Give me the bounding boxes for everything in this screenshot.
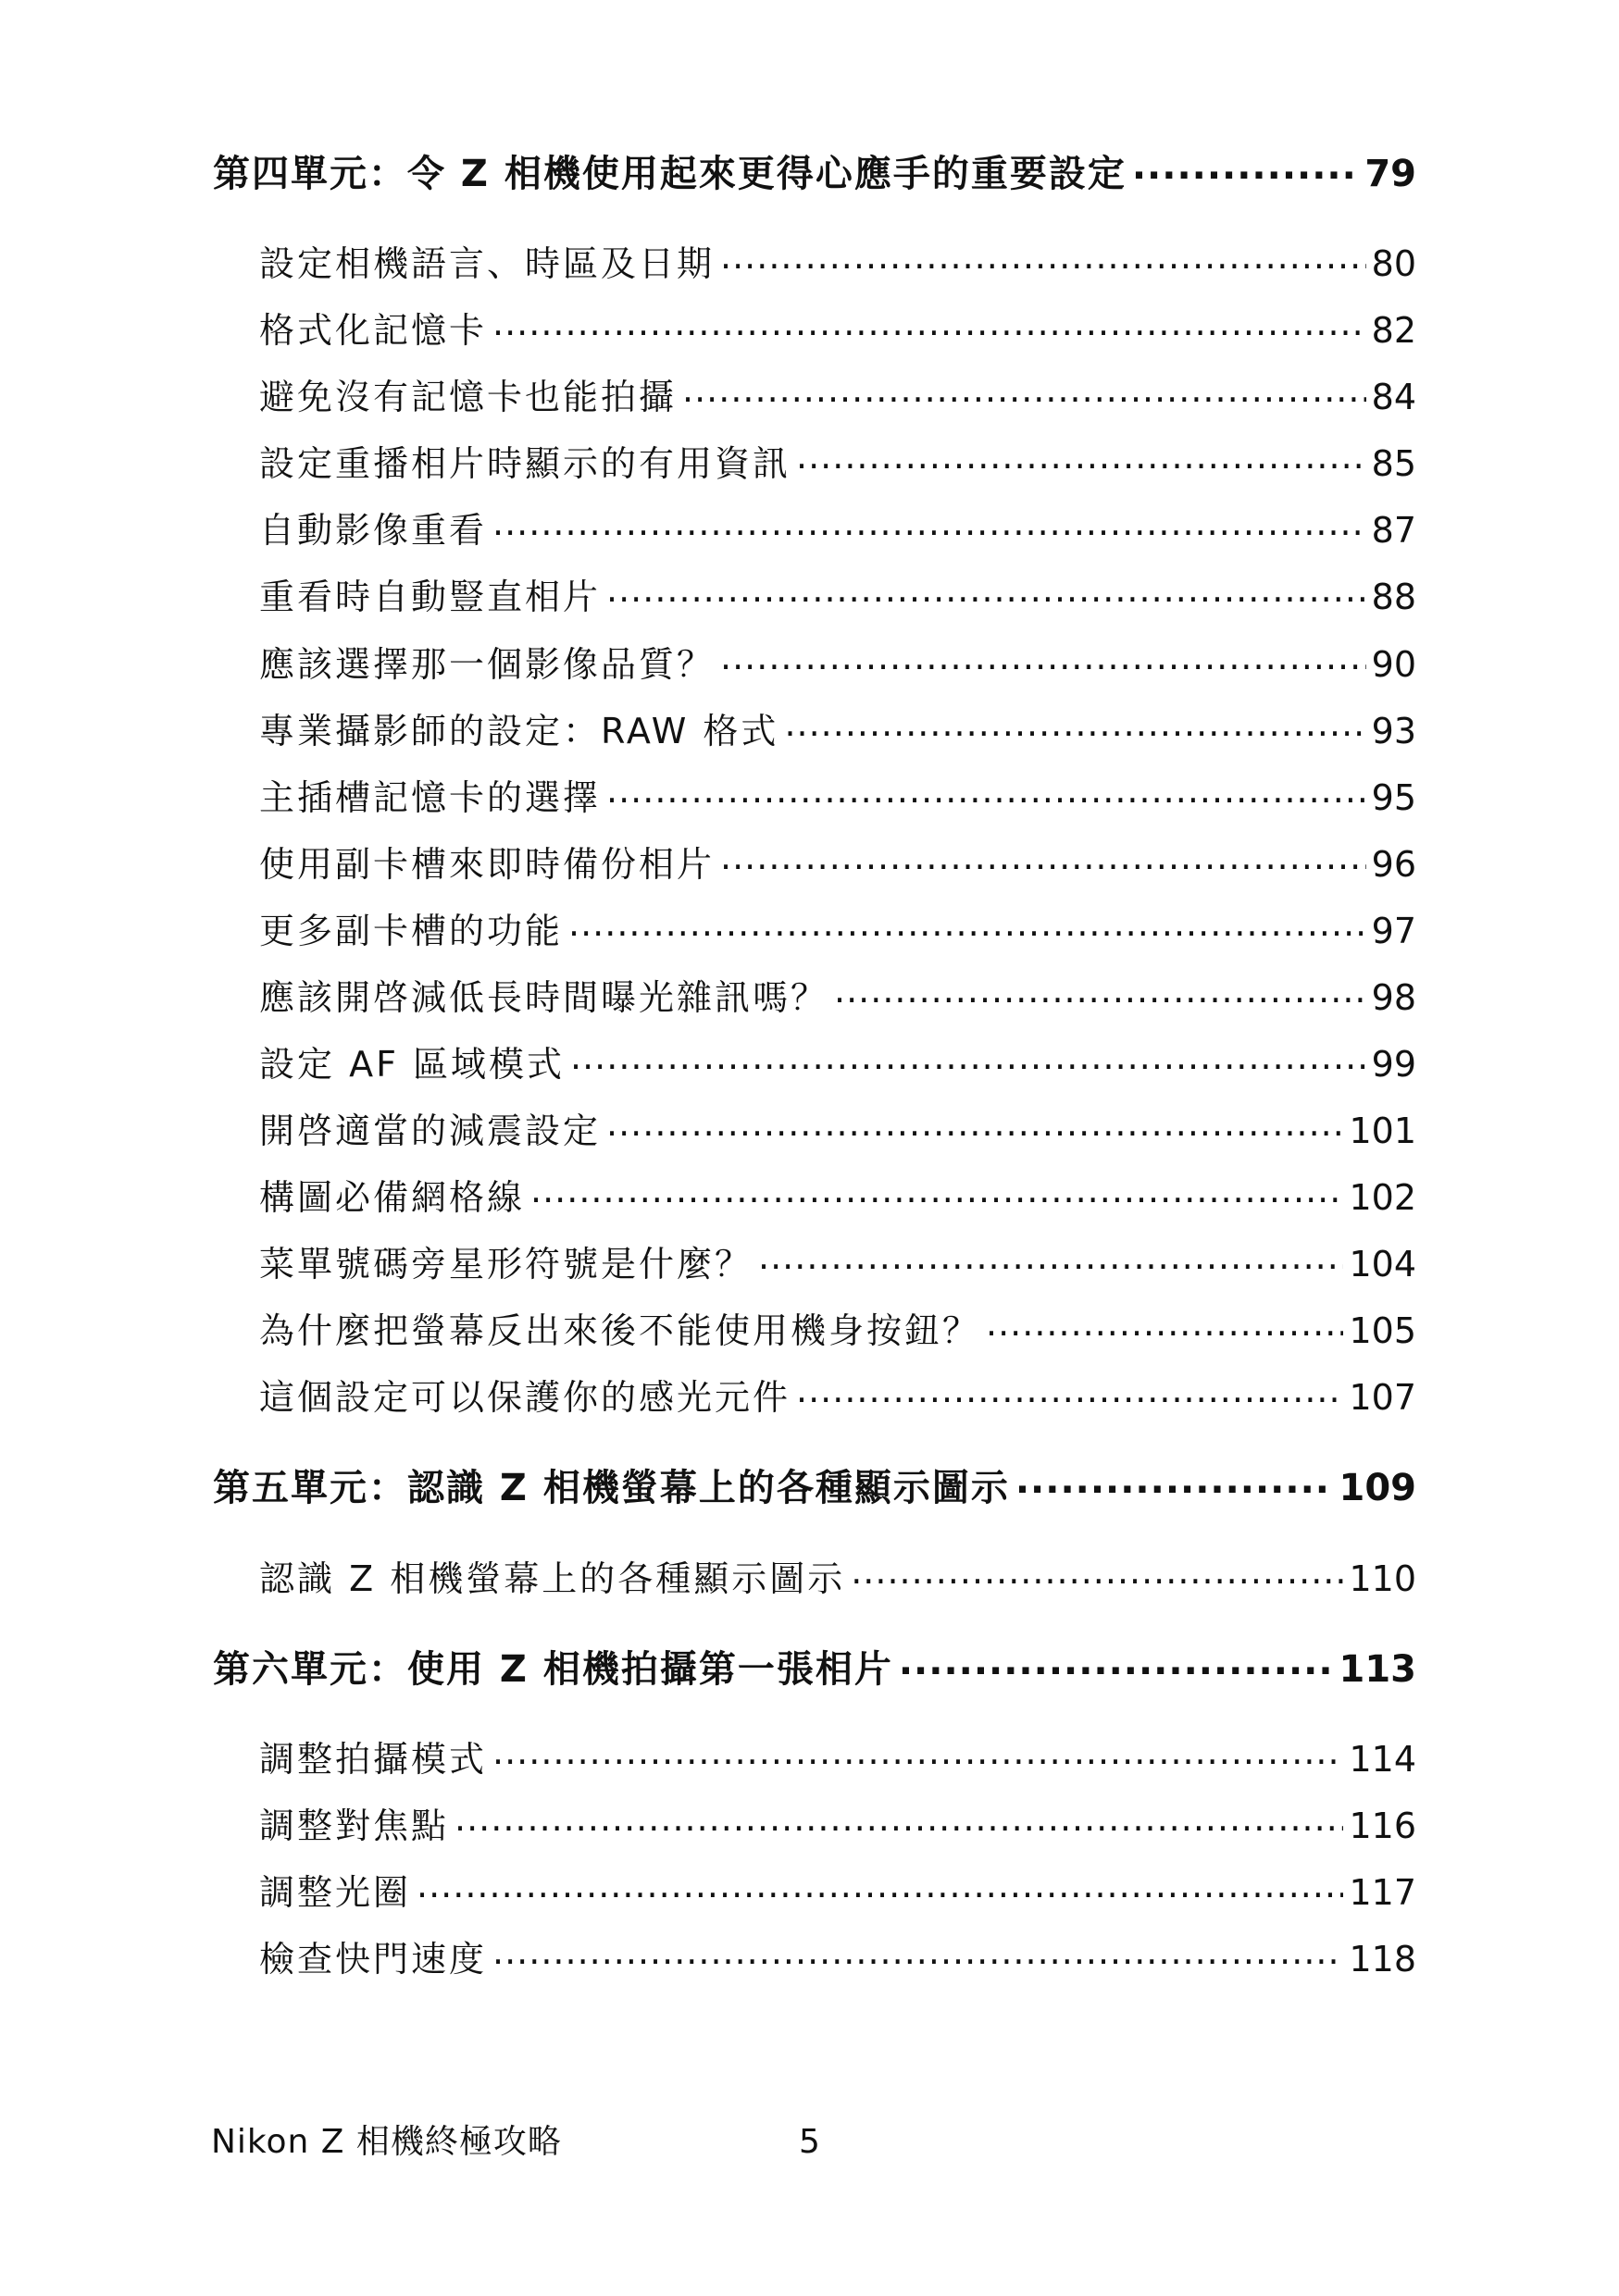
toc-title: 調整對焦點 bbox=[259, 1806, 450, 1846]
toc-page-number: 88 bbox=[1371, 577, 1416, 617]
toc-section[interactable] bbox=[213, 238, 1416, 290]
toc-page-number: 116 bbox=[1349, 1806, 1416, 1846]
toc-title: 格式化記憶卡 bbox=[259, 310, 488, 351]
toc-leader-dots bbox=[568, 908, 1366, 943]
toc-leader-dots bbox=[606, 574, 1366, 609]
toc-title: 調整光圈 bbox=[259, 1872, 412, 1913]
toc-page-number: 113 bbox=[1339, 1648, 1416, 1691]
toc-section[interactable] bbox=[213, 838, 1416, 890]
toc-page-number: 110 bbox=[1349, 1558, 1416, 1599]
footer-page-number: 5 bbox=[799, 2123, 820, 2161]
toc-section[interactable] bbox=[213, 1933, 1416, 1985]
toc-page-number: 118 bbox=[1349, 1939, 1416, 1980]
toc-page-number: 80 bbox=[1371, 243, 1416, 284]
page-footer bbox=[211, 2119, 1229, 2166]
toc-leader-dots bbox=[758, 1241, 1343, 1276]
toc-chapter[interactable] bbox=[213, 1644, 1416, 1695]
toc-title: 菜單號碼旁星形符號是什麼？ bbox=[259, 1244, 753, 1285]
toc-leader-dots bbox=[492, 1936, 1343, 1971]
toc-section[interactable] bbox=[213, 972, 1416, 1024]
toc-leader-dots bbox=[492, 307, 1366, 342]
toc-page-number: 98 bbox=[1371, 977, 1416, 1018]
toc-title: 更多副卡槽的功能 bbox=[259, 911, 564, 951]
toc-leader-dots bbox=[851, 1556, 1343, 1591]
toc-section[interactable] bbox=[213, 1105, 1416, 1157]
toc-page-number: 114 bbox=[1349, 1739, 1416, 1780]
toc-leader-dots bbox=[606, 1108, 1343, 1143]
toc-title: 認識 Z 相機螢幕上的各種顯示圖示 bbox=[259, 1558, 846, 1599]
toc-leader-dots bbox=[720, 641, 1366, 676]
toc-title: 調整拍攝模式 bbox=[259, 1739, 488, 1780]
toc-title: 應該選擇那一個影像品質？ bbox=[259, 644, 716, 685]
toc-title: 設定 AF 區域模式 bbox=[259, 1044, 566, 1085]
toc-title: 第四單元：令 Z 相機使用起來更得心應手的重要設定 bbox=[213, 153, 1127, 195]
toc-title: 構圖必備網格線 bbox=[259, 1177, 526, 1218]
toc-section[interactable] bbox=[213, 1733, 1416, 1785]
toc-leader-dots bbox=[1015, 1463, 1334, 1500]
toc-section[interactable] bbox=[213, 1800, 1416, 1852]
toc-section[interactable] bbox=[213, 1172, 1416, 1223]
toc-title: 第六單元：使用 Z 相機拍攝第一張相片 bbox=[213, 1648, 893, 1691]
toc-page-number: 97 bbox=[1371, 911, 1416, 951]
toc-section[interactable] bbox=[213, 1038, 1416, 1090]
toc-page-number: 87 bbox=[1371, 510, 1416, 551]
toc-page-number: 82 bbox=[1371, 310, 1416, 351]
toc-leader-dots bbox=[720, 841, 1366, 876]
toc-chapter[interactable] bbox=[213, 1462, 1416, 1514]
toc-title: 主插槽記憶卡的選擇 bbox=[259, 777, 602, 818]
toc-page-number: 102 bbox=[1349, 1177, 1416, 1218]
toc-leader-dots bbox=[492, 1736, 1343, 1771]
toc-leader-dots bbox=[682, 374, 1366, 409]
toc-chapter[interactable] bbox=[213, 148, 1416, 200]
toc-section[interactable] bbox=[213, 304, 1416, 356]
toc-leader-dots bbox=[720, 241, 1366, 276]
toc-section[interactable] bbox=[213, 1553, 1416, 1605]
toc-leader-dots bbox=[986, 1308, 1343, 1343]
toc-title: 檢查快門速度 bbox=[259, 1939, 488, 1980]
toc-title: 自動影像重看 bbox=[259, 510, 488, 551]
toc-leader-dots bbox=[570, 1041, 1366, 1076]
toc-page-number: 101 bbox=[1349, 1111, 1416, 1151]
toc-section[interactable] bbox=[213, 1238, 1416, 1290]
toc-leader-dots bbox=[784, 708, 1365, 743]
toc-title: 設定重播相片時顯示的有用資訊 bbox=[259, 443, 791, 484]
toc-leader-dots bbox=[899, 1644, 1334, 1682]
toc-page-number: 109 bbox=[1339, 1467, 1416, 1509]
toc-page-number: 85 bbox=[1371, 443, 1416, 484]
toc-leader-dots bbox=[455, 1803, 1343, 1838]
toc-title: 設定相機語言、時區及日期 bbox=[259, 243, 716, 284]
toc-section[interactable] bbox=[213, 571, 1416, 623]
toc-page-number: 107 bbox=[1349, 1377, 1416, 1418]
toc-section[interactable] bbox=[213, 1371, 1416, 1423]
toc-section[interactable] bbox=[213, 1867, 1416, 1918]
toc-leader-dots bbox=[530, 1174, 1343, 1210]
toc-page-number: 104 bbox=[1349, 1244, 1416, 1285]
toc-section[interactable] bbox=[213, 905, 1416, 957]
toc-page-number: 99 bbox=[1371, 1044, 1416, 1085]
toc-title: 重看時自動豎直相片 bbox=[259, 577, 602, 617]
toc-page-number: 84 bbox=[1371, 377, 1416, 417]
toc-section[interactable] bbox=[213, 705, 1416, 757]
toc-section[interactable] bbox=[213, 371, 1416, 423]
toc-title: 使用副卡槽來即時備份相片 bbox=[259, 844, 716, 885]
toc-leader-dots bbox=[417, 1869, 1343, 1905]
toc-page-number: 90 bbox=[1371, 644, 1416, 685]
toc-leader-dots bbox=[1132, 149, 1359, 186]
toc-section[interactable] bbox=[213, 639, 1416, 690]
toc-title: 第五單元：認識 Z 相機螢幕上的各種顯示圖示 bbox=[213, 1467, 1010, 1509]
toc-section[interactable] bbox=[213, 438, 1416, 490]
toc-leader-dots bbox=[796, 441, 1366, 476]
toc-title: 為什麼把螢幕反出來後不能使用機身按鈕？ bbox=[259, 1310, 981, 1351]
toc-leader-dots bbox=[796, 1374, 1343, 1409]
toc-page-number: 95 bbox=[1371, 777, 1416, 818]
toc-page-number: 79 bbox=[1364, 153, 1416, 195]
toc-leader-dots bbox=[606, 775, 1366, 810]
toc-section[interactable] bbox=[213, 504, 1416, 556]
toc-page-number: 105 bbox=[1349, 1310, 1416, 1351]
toc-title: 避免沒有記憶卡也能拍攝 bbox=[259, 377, 678, 417]
toc-title: 專業攝影師的設定：RAW 格式 bbox=[259, 711, 779, 751]
toc-title: 應該開啓減低長時間曝光雜訊嗎？ bbox=[259, 977, 829, 1018]
toc-leader-dots bbox=[834, 974, 1366, 1010]
toc-title: 開啓適當的減震設定 bbox=[259, 1111, 602, 1151]
toc-section[interactable] bbox=[213, 772, 1416, 824]
toc-page-number: 117 bbox=[1349, 1872, 1416, 1913]
toc-leader-dots bbox=[492, 507, 1366, 542]
toc-page-number: 96 bbox=[1371, 844, 1416, 885]
toc-title: 這個設定可以保護你的感光元件 bbox=[259, 1377, 791, 1418]
footer-book-title: Nikon Z 相機終極攻略 bbox=[211, 2123, 562, 2161]
toc-page-number: 93 bbox=[1371, 711, 1416, 751]
toc-section[interactable] bbox=[213, 1305, 1416, 1357]
